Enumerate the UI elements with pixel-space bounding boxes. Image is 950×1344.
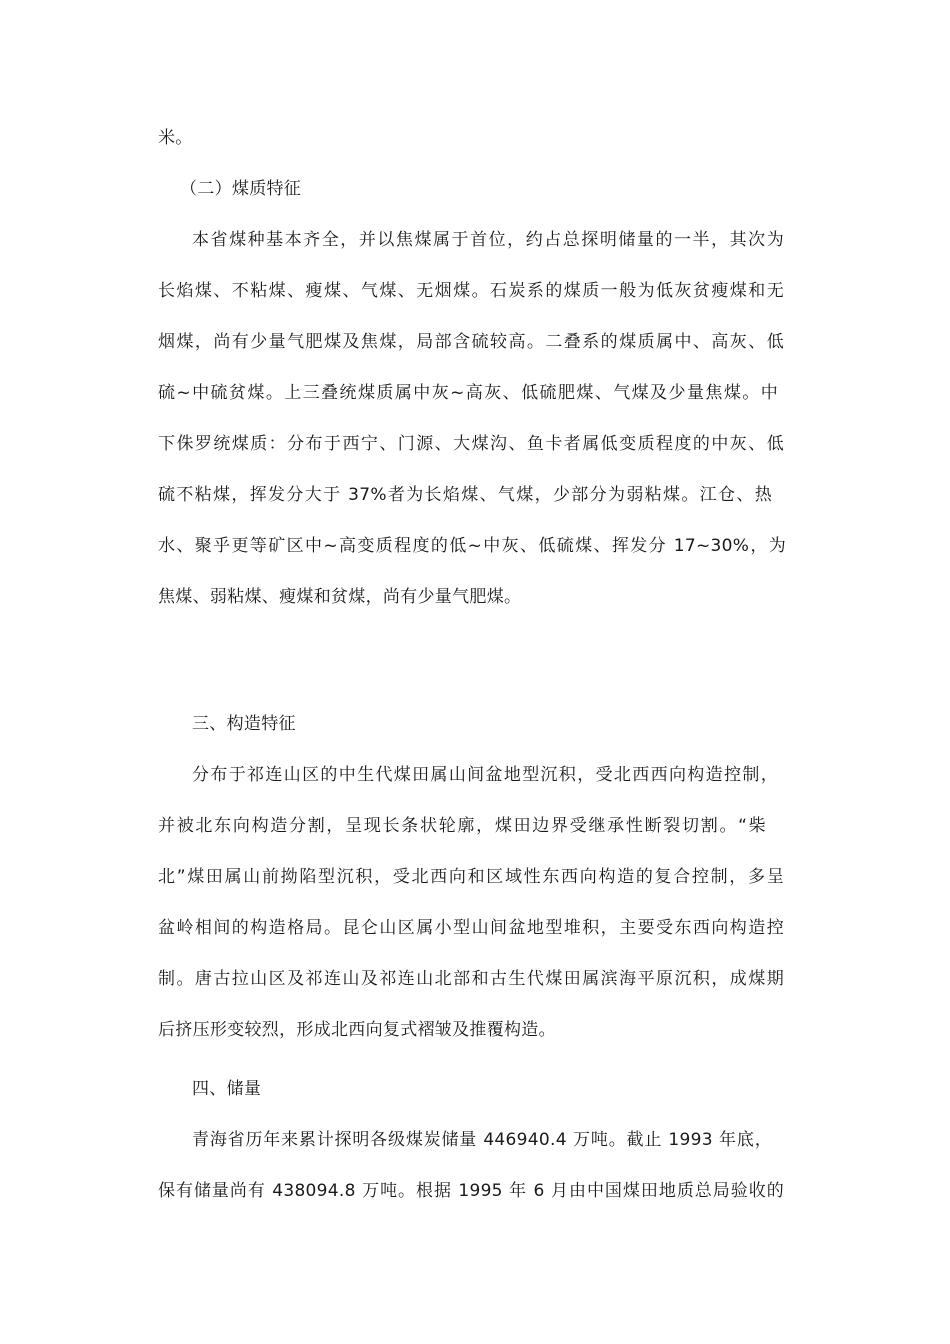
paragraph-line: 硫不粘煤，挥发分大于 37%者为长焰煤、气煤，少部分为弱粘煤。江仓、热: [158, 485, 772, 505]
paragraph-line: 水、聚乎更等矿区中~高变质程度的低~中灰、低硫煤、挥发分 17~30%，为: [158, 536, 786, 556]
paragraph-fragment: 米。: [158, 128, 193, 148]
paragraph-line: 青海省历年来累计探明各级煤炭储量 446940.4 万吨。截止 1993 年底，: [192, 1130, 772, 1150]
paragraph-line: 本省煤种基本齐全，并以焦煤属于首位，约占总探明储量的一半，其次为: [192, 230, 784, 250]
paragraph-line: 盆岭相间的构造格局。昆仑山区属小型山间盆地型堆积，主要受东西向构造控: [158, 918, 784, 938]
paragraph-line: 长焰煤、不粘煤、瘦煤、气煤、无烟煤。石炭系的煤质一般为低灰贫瘦煤和无: [158, 281, 784, 301]
paragraph-line: 北”煤田属山前拗陷型沉积，受北西向和区域性东西向构造的复合控制，多呈: [158, 867, 784, 887]
paragraph-line: 下侏罗统煤质：分布于西宁、门源、大煤沟、鱼卡者属低变质程度的中灰、低: [158, 434, 784, 454]
paragraph-line: 保有储量尚有 438094.8 万吨。根据 1995 年 6 月由中国煤田地质总局验收的: [158, 1181, 784, 1201]
paragraph-line: 硫~中硫贫煤。上三叠统煤质属中灰~高灰、低硫肥煤、气煤及少量焦煤。中: [158, 383, 778, 403]
paragraph-line: 制。唐古拉山区及祁连山及祁连山北部和古生代煤田属滨海平原沉积，成煤期: [158, 969, 784, 989]
paragraph-line: 焦煤、弱粘煤、瘦煤和贫煤，尚有少量气肥煤。: [158, 587, 522, 607]
paragraph-line: 并被北东向构造分割，呈现长条状轮廓，煤田边界受继承性断裂切割。“柴: [158, 816, 766, 836]
paragraph-line: 烟煤，尚有少量气肥煤及焦煤，局部含硫较高。二叠系的煤质属中、高灰、低: [158, 332, 784, 352]
section-heading-structure: 三、构造特征: [192, 714, 296, 734]
paragraph-line: 后挤压形变较烈，形成北西向复式褶皱及推覆构造。: [158, 1020, 556, 1040]
section-heading-reserves: 四、储量: [192, 1079, 262, 1099]
paragraph-line: 分布于祁连山区的中生代煤田属山间盆地型沉积，受北西西向构造控制，: [192, 765, 778, 785]
section-heading-coal-quality: （二）煤质特征: [180, 179, 302, 199]
